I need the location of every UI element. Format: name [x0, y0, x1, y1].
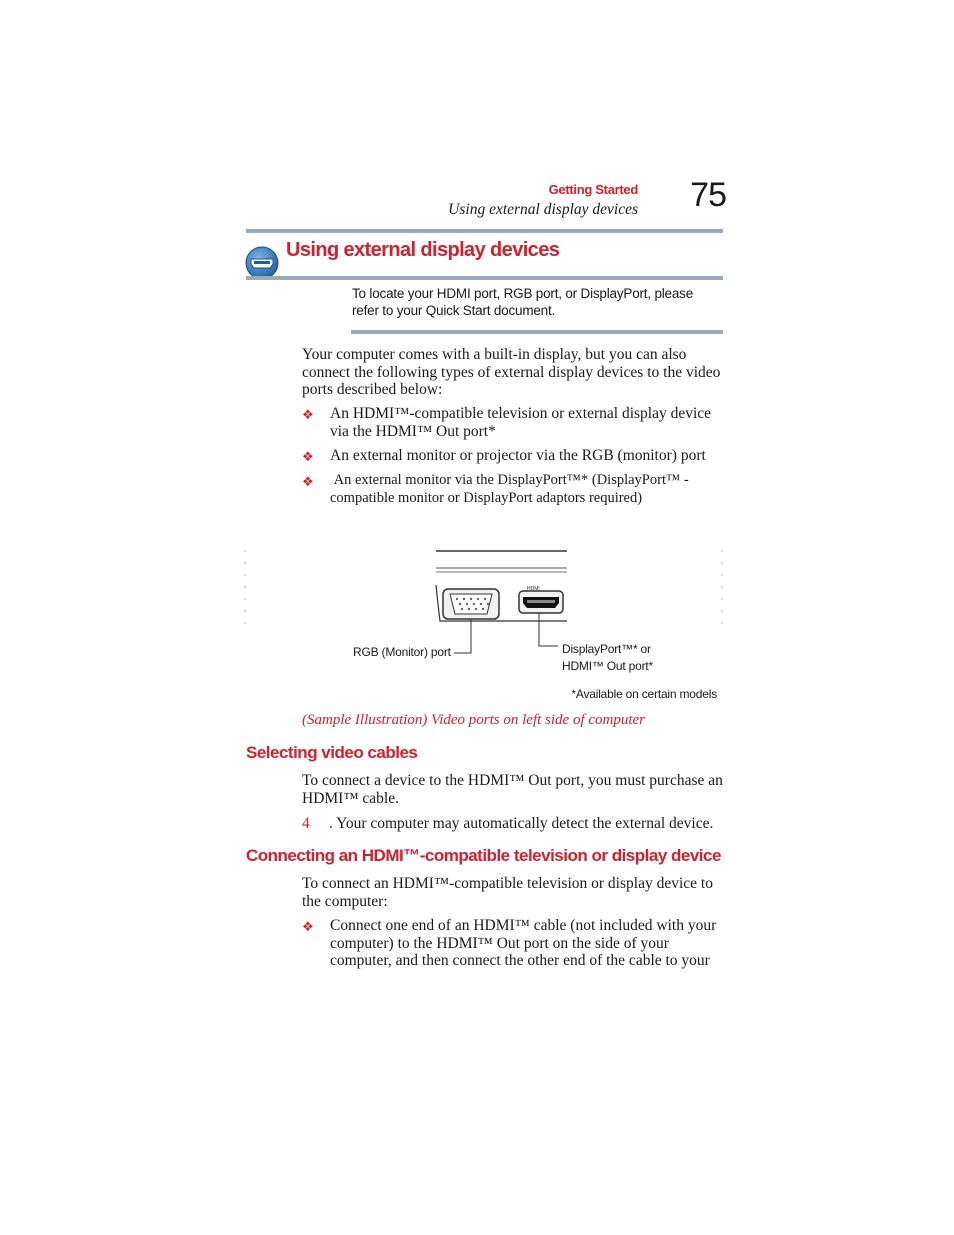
- running-header-section: Getting Started: [548, 182, 638, 197]
- step-text: . Your computer may automatically detect the external device.: [329, 815, 714, 832]
- figure-footnote: *Available on certain models: [571, 687, 717, 701]
- bullet-item: An external monitor via the DisplayPort™* (DisplayPort™ - compatible monitor or DisplayPort adaptors required): [330, 472, 693, 506]
- note-text: To locate your HDMI port, RGB port, or DisplayPort, please refer to your Quick Start document.: [352, 286, 694, 318]
- page-number: 75: [690, 176, 726, 214]
- title-rule: [246, 276, 723, 280]
- hdmi-tiny-label: HDMI: [527, 586, 540, 592]
- cables-paragraph: To connect a device to the HDMI™ Out port, you must purchase an HDMI™ cable.: [302, 772, 723, 807]
- bullet-icon: ❖: [302, 449, 314, 464]
- step-number: 4: [302, 815, 310, 832]
- bullet-icon: ❖: [302, 407, 314, 422]
- running-header-subsection: Using external display devices: [448, 201, 638, 218]
- bullet-item: An external monitor or projector via the RGB (monitor) port: [330, 447, 706, 464]
- displayport-label-line1: DisplayPort™* or: [562, 642, 651, 656]
- hdmi-bullet-item: Connect one end of an HDMI™ cable (not included with your computer) to the HDMI™ Out port on the side of your computer, and then connect the other end of the cable to your: [330, 917, 717, 969]
- displayport-label: [562, 641, 653, 674]
- ports-illustration: [240, 545, 730, 675]
- rgb-port-label: RGB (Monitor) port: [353, 645, 451, 659]
- section-title: Using external display devices: [286, 239, 560, 261]
- bullet-item: An HDMI™-compatible television or external display device via the HDMI™ Out port*: [330, 405, 712, 440]
- figure-caption: (Sample Illustration) Video ports on left side of computer: [302, 712, 646, 728]
- header-rule: [246, 229, 723, 233]
- note-rule: [351, 330, 723, 334]
- subheading-connecting-hdmi: Connecting an HDMI™-compatible television or display device: [246, 846, 721, 865]
- hdmi-paragraph: To connect an HDMI™-compatible television or display device to the computer:: [302, 875, 713, 910]
- bullet-icon: ❖: [302, 474, 314, 489]
- display-port-icon: [245, 246, 279, 280]
- intro-paragraph: Your computer comes with a built-in display, but you can also connect the following types of external display devices to the video ports described below:: [302, 346, 721, 398]
- bullet-icon: ❖: [302, 919, 314, 934]
- displayport-label-line2: HDMI™ Out port*: [562, 659, 654, 673]
- subheading-selecting-cables: Selecting video cables: [246, 743, 418, 762]
